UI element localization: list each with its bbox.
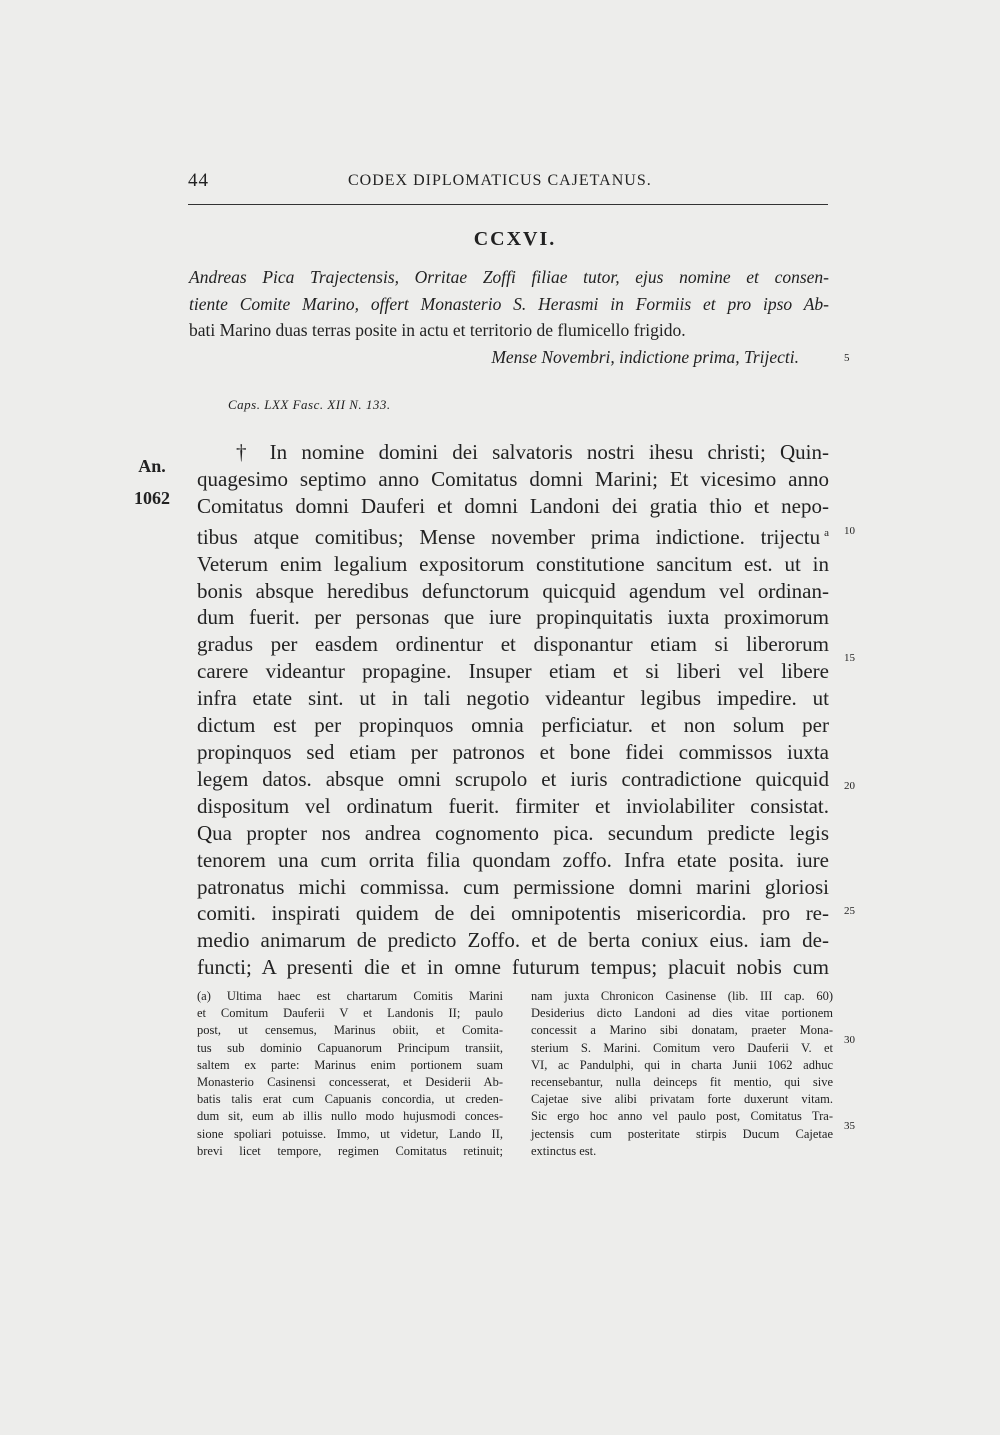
footnote-line: recensebantur, nulla deinceps fit mentio, qui sive: [531, 1075, 833, 1090]
footnote-line: saltem ex parte: Marinus enim portionem suam: [197, 1057, 503, 1072]
text-line: functi; A presenti die et in omne futurum tempus; placuit nobis cum: [197, 955, 829, 980]
side-year-value: 1062: [134, 488, 170, 508]
text-line: † In nomine domini dei salvatoris nostri ihesu christi; Quin-: [236, 440, 829, 464]
regest: [189, 264, 829, 370]
archive-reference: Caps. LXX Fasc. XII N. 133.: [228, 397, 391, 412]
footnote-line: brevi licet tempore, regimen Comitatus retinuit;: [197, 1143, 503, 1158]
charter-text: [197, 439, 829, 981]
footnote-line: post, ut censemus, Marinus obiit, et Comita-: [197, 1023, 503, 1038]
regest-line: bati Marino duas terras posite in actu et territorio de flumicello frigido.: [189, 320, 686, 340]
footnote-line: dum sit, eum ab illis nullo modo hujusmodi conces-: [197, 1109, 503, 1124]
footnote-line: concessit a Marino sibi donatam, praeter Mona-: [531, 1023, 833, 1038]
line-number: 35: [844, 1120, 855, 1132]
text-line: Qua propter nos andrea cognomento pica. secundum predicte legis: [197, 820, 829, 845]
regest-line: Andreas Pica Trajectensis, Orritae Zoffi filiae tutor, ejus nomine et consen-: [189, 267, 829, 287]
line-number: 20: [844, 780, 855, 792]
text-line: infra etate sint. ut in tali negotio videantur legibus impedire. ut: [197, 686, 829, 711]
line-number: 30: [844, 1034, 855, 1046]
side-year: [122, 450, 182, 514]
footnotes-left-column: [197, 988, 503, 1160]
text-line: tenorem una cum orrita filia quondam zoffo. Infra etate posita. iure: [197, 847, 829, 872]
text-line: quagesimo septimo anno Comitatus domni Marini; Et vicesimo anno: [197, 466, 829, 491]
page-number: 44: [188, 170, 209, 191]
footnote-line: nam juxta Chronicon Casinense (lib. III cap. 60): [531, 989, 833, 1003]
document-number: CCXVI.: [473, 228, 557, 250]
text-line: legem datos. absque omni scrupolo et iuris contradictione quicquid: [197, 766, 829, 791]
footnote-line: VI, ac Pandulphi, qui in charta Junii 1062 adhuc: [531, 1057, 833, 1072]
footnote-line: Monasterio Casinensi concesserat, et Desiderii Ab-: [197, 1075, 503, 1090]
footnote-line: extinctus est.: [531, 1143, 597, 1158]
footnote-line: Sic ergo hoc anno vel paulo post, Comitatus Tra-: [531, 1109, 833, 1124]
text-line: propinquos sed etiam per patronos et bone fidei commissos iuxta: [197, 739, 829, 764]
footnote-line: (a) Ultima haec est chartarum Comitis Marini: [197, 989, 503, 1003]
side-year-label: An.: [138, 456, 166, 476]
text-line: carere videantur propagine. Insuper etiam et si liberi vel libere: [197, 659, 829, 684]
footnote-line: jectensis cum posteritate stirpis Ducum Cajetae: [531, 1126, 833, 1141]
text-line: bonis absque heredibus defunctorum quicquid agendum vel ordinan-: [197, 578, 829, 603]
text-line: medio animarum de predicto Zoffo. et de berta coniux eius. iam de-: [197, 928, 829, 953]
footnotes-right-column: [531, 988, 833, 1160]
footnote-line: sione spoliari potuisse. Immo, ut videtur, Lando II,: [197, 1126, 503, 1141]
regest-date-line: Mense Novembri, indictione prima, Trijecti.: [491, 346, 799, 367]
text-line: comiti. inspirati quidem de dei omnipotentis misericordia. pro re-: [197, 901, 829, 926]
footnote-line: et Comitum Dauferii V et Landonis II; paulo: [197, 1006, 503, 1021]
text-line: Veterum enim legalium expositorum constitutione sancitum est. ut in: [197, 551, 829, 576]
regest-line: tiente Comite Marino, offert Monasterio S. Herasmi in Formiis et pro ipso Ab-: [189, 293, 829, 314]
line-number: 10: [844, 525, 855, 537]
footnote-line: Cajetae sive alibi privatam forte duxerunt vitam.: [531, 1092, 833, 1107]
footnote-mark: a: [824, 526, 829, 539]
text-line: dispositum vel ordinatum fuerit. firmiter et inviolabiliter consistat.: [197, 793, 829, 818]
line-number: 15: [844, 652, 855, 664]
footnote-line: Desiderius dicto Landoni ad dies vitae portionem: [531, 1006, 833, 1021]
text-line: dum fuerit. per personas que iure propinquitatis iuxta proximorum: [197, 605, 829, 630]
text-line: gradus per easdem ordinentur et disponantur etiam si liberorum: [197, 632, 829, 657]
line-number: 25: [844, 905, 855, 917]
header-rule: [188, 204, 828, 205]
footnote-line: tus sub dominio Capuanorum Principum transiit,: [197, 1040, 503, 1055]
text-line: dictum est per propinquos omnia perficiatur. et non solum per: [197, 713, 829, 738]
footnote-line: sterium S. Marini. Comitum vero Dauferii V. et: [531, 1040, 833, 1055]
footnote-line: batis talis erat cum Capuanis concordia, ut creden-: [197, 1092, 503, 1107]
page-header: [188, 170, 828, 200]
running-head: CODEX DIPLOMATICUS CAJETANUS.: [348, 172, 652, 189]
text-line: patronatus michi commissa. cum permissione domni marini gloriosi: [197, 874, 829, 899]
text-line: Comitatus domni Dauferi et domni Landoni dei gratia thio et nepo-: [197, 493, 829, 518]
line-number: 5: [844, 352, 850, 364]
text-line: tibus atque comitibus; Mense november prima indictione. trijectu $^a$: [197, 524, 829, 549]
